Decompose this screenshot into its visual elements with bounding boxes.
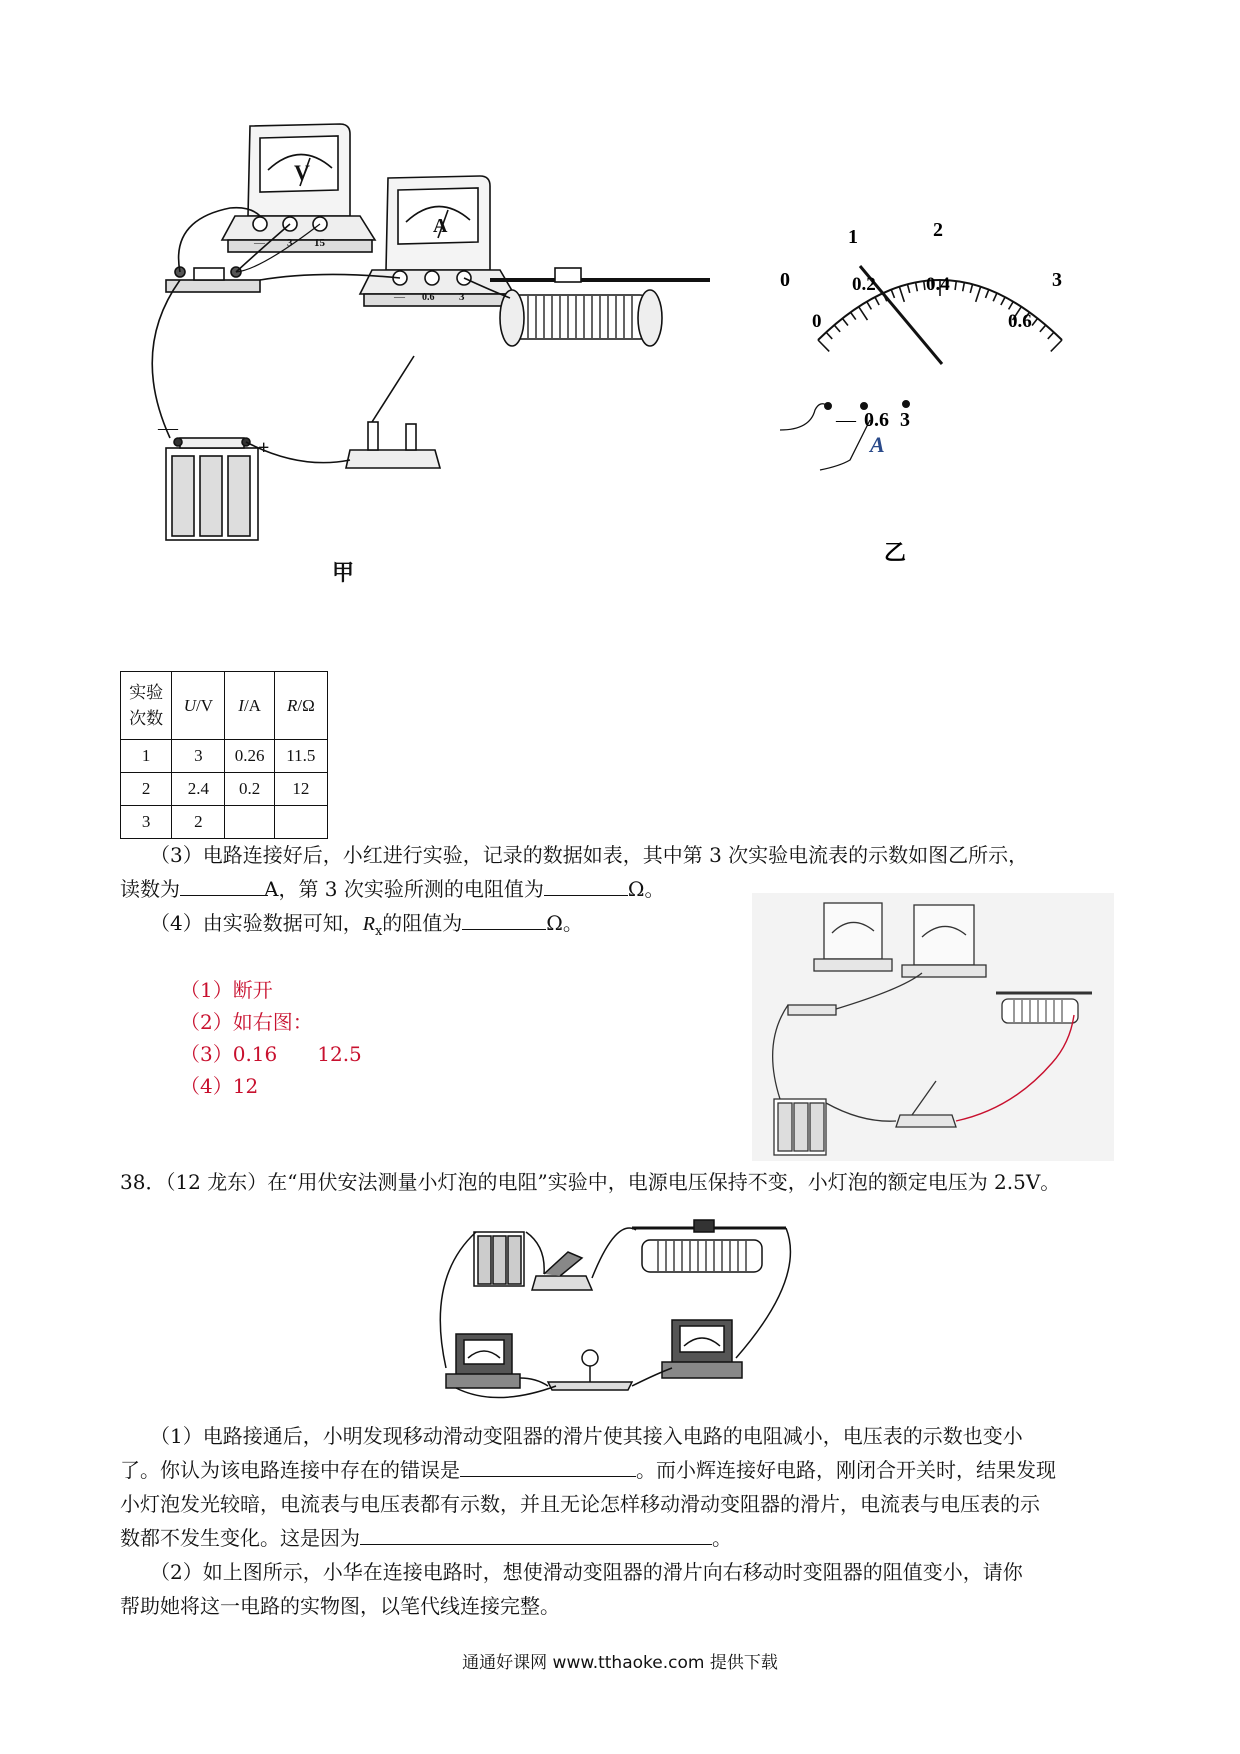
dial-bottom-0: 0 xyxy=(812,311,822,332)
dial-top-0: 0 xyxy=(780,269,790,291)
header-r xyxy=(274,672,327,740)
figure-label-jia: 甲 xyxy=(332,560,355,585)
dial-tick xyxy=(924,281,925,290)
header-trials-line1: 实验 xyxy=(129,682,164,702)
dial-terminal-06: 0.6 xyxy=(864,409,889,431)
dial-bottom-02: 0.2 xyxy=(852,274,876,295)
q3-text-2a: 读数为 xyxy=(120,877,180,901)
dial-top-3: 3 xyxy=(1052,269,1062,291)
ammeter-terminal-3: 3 xyxy=(459,291,465,303)
q38-p2-line2: 帮助她将这一电路的实物图，以笔代线连接完整。 xyxy=(120,1594,560,1618)
q4-text-a: （4）由实验数据可知， xyxy=(150,911,363,935)
dial-terminal-3: 3 xyxy=(900,409,910,431)
dial-bottom-06: 0.6 xyxy=(1008,311,1032,332)
header-i-unit: /A xyxy=(243,695,261,715)
q38-error-blank[interactable] xyxy=(460,1454,636,1477)
q38-p2-line1: （2）如上图所示，小华在连接电路时，想使滑动变阻器的滑片向右移动时变阻器的阻值变小，请你 xyxy=(150,1560,1023,1584)
dial-tick xyxy=(1040,325,1046,332)
battery-minus: — xyxy=(158,417,178,439)
header-trials-line2: 次数 xyxy=(129,708,164,728)
dial-tick xyxy=(963,282,965,291)
q38-p1-line2 xyxy=(120,1453,1056,1487)
q38-p1-text-4b: 。 xyxy=(712,1526,732,1550)
q4-text-c: Ω。 xyxy=(546,911,583,935)
dial-tick xyxy=(955,281,956,290)
dial-tick xyxy=(976,287,981,302)
dial-top-2: 2 xyxy=(933,219,943,241)
q3-text-2b: A，第 3 次实验所测的电阻值为 xyxy=(264,877,544,901)
header-u-var: U xyxy=(183,695,196,715)
voltmeter-letter: V xyxy=(294,160,310,185)
q38-intro: 38．（12 龙东）在“用伏安法测量小灯泡的电阻”实验中，电源电压保持不变，小灯泡的额定电压为 2.5V。 xyxy=(120,1170,1061,1194)
answer-2: （2）如右图： xyxy=(180,1010,313,1034)
ammeter-terminal-06: 0.6 xyxy=(422,292,435,303)
header-trials xyxy=(121,672,172,740)
dial-tick xyxy=(1009,302,1014,310)
dial-tick xyxy=(867,302,872,310)
header-r-var: R xyxy=(286,695,298,715)
dial-top-1: 1 xyxy=(848,226,858,248)
q38-p1-line4 xyxy=(120,1521,732,1555)
dial-tick xyxy=(891,290,894,298)
voltmeter-terminal-neg: — xyxy=(254,237,265,249)
answer-1: （1）断开 xyxy=(180,978,273,1002)
header-i xyxy=(225,672,274,740)
q3-resistance-blank[interactable] xyxy=(544,873,628,896)
q3-text-1: （3）电路连接好后，小红进行实验，记录的数据如表，其中第 3 次实验电流表的示数如图乙所示， xyxy=(150,843,1029,867)
figure-label-yi: 乙 xyxy=(884,540,907,565)
answers-block xyxy=(180,974,362,1102)
dial-tick xyxy=(986,290,989,298)
q4-sub: x xyxy=(374,924,383,939)
q38-p1-line1: （1）电路接通后，小明发现移动滑动变阻器的滑片使其接入电路的电阻减小，电压表的示数也变小 xyxy=(150,1424,1023,1448)
ammeter-terminal-neg: — xyxy=(394,291,405,303)
header-i-var: I xyxy=(238,695,244,715)
table-row: 2 2.4 0.2 12 xyxy=(121,773,328,806)
answer-4: （4）12 xyxy=(180,1074,259,1098)
q3-line2 xyxy=(120,872,664,906)
dial-tick xyxy=(970,284,972,293)
q38-p1-text-2b: 。而小辉连接好电路，刚闭合开关时，结果发现 xyxy=(636,1458,1056,1482)
answer-circuit-figure xyxy=(752,893,1114,1161)
dial-tick xyxy=(851,312,856,319)
dial-tick xyxy=(907,284,909,293)
q3-current-blank[interactable] xyxy=(180,873,264,896)
q4-var: R xyxy=(362,913,375,935)
dial-tick xyxy=(875,297,879,305)
dial-tick xyxy=(1048,332,1054,339)
voltmeter-terminal-3: 3 xyxy=(287,237,293,249)
dial-tick xyxy=(1051,340,1062,351)
header-r-unit: /Ω xyxy=(297,695,315,715)
dial-tick xyxy=(842,318,848,325)
q38-circuit-figure xyxy=(436,1218,808,1408)
dial-tick xyxy=(859,307,868,320)
q38-reason-blank[interactable] xyxy=(360,1522,712,1545)
ammeter-letter: A xyxy=(433,215,448,237)
q38-p1-line3: 小灯泡发光较暗，电流表与电压表都有示数，并且无论怎样移动滑动变阻器的滑片，电流表与电压表的示 xyxy=(120,1492,1040,1516)
dial-tick xyxy=(834,325,840,332)
q38-p1-text-4a: 数都不发生变化。这是因为 xyxy=(120,1526,360,1550)
dial-bottom-04: 0.4 xyxy=(926,274,950,295)
dial-tick xyxy=(899,287,904,302)
q4-resistance-blank[interactable] xyxy=(462,907,546,930)
ammeter-dial-yi xyxy=(780,219,1100,565)
dial-unit: A xyxy=(870,432,885,457)
dial-tick xyxy=(993,293,997,301)
table-row: 1 3 0.26 11.5 xyxy=(121,740,328,773)
dial-tick xyxy=(826,332,832,339)
q3-line1 xyxy=(150,838,1028,872)
footer-text: 通通好课网 www.tthaoke.com 提供下载 xyxy=(462,1653,778,1673)
q4-text-b: 的阻值为 xyxy=(382,911,463,935)
q38-p1-text-2a: 了。你认为该电路连接中存在的错误是 xyxy=(120,1458,460,1482)
dial-tick xyxy=(1001,297,1005,305)
answer-3: （3）0.16 12.5 xyxy=(180,1042,362,1066)
dial-terminal-neg: — xyxy=(836,409,856,431)
q4-line xyxy=(150,906,583,949)
voltmeter-terminal-15: 15 xyxy=(314,237,325,249)
dial-tick xyxy=(818,340,829,351)
table-row: 3 2 xyxy=(121,806,328,839)
experiment-table xyxy=(120,671,328,839)
dial-tick xyxy=(916,282,918,291)
header-u-unit: /V xyxy=(196,695,213,715)
dial-tick xyxy=(1032,318,1038,325)
header-u xyxy=(172,672,225,740)
battery-plus: + xyxy=(258,437,270,459)
q3-text-2c: Ω。 xyxy=(627,877,665,901)
circuit-figure-jia xyxy=(150,120,730,585)
